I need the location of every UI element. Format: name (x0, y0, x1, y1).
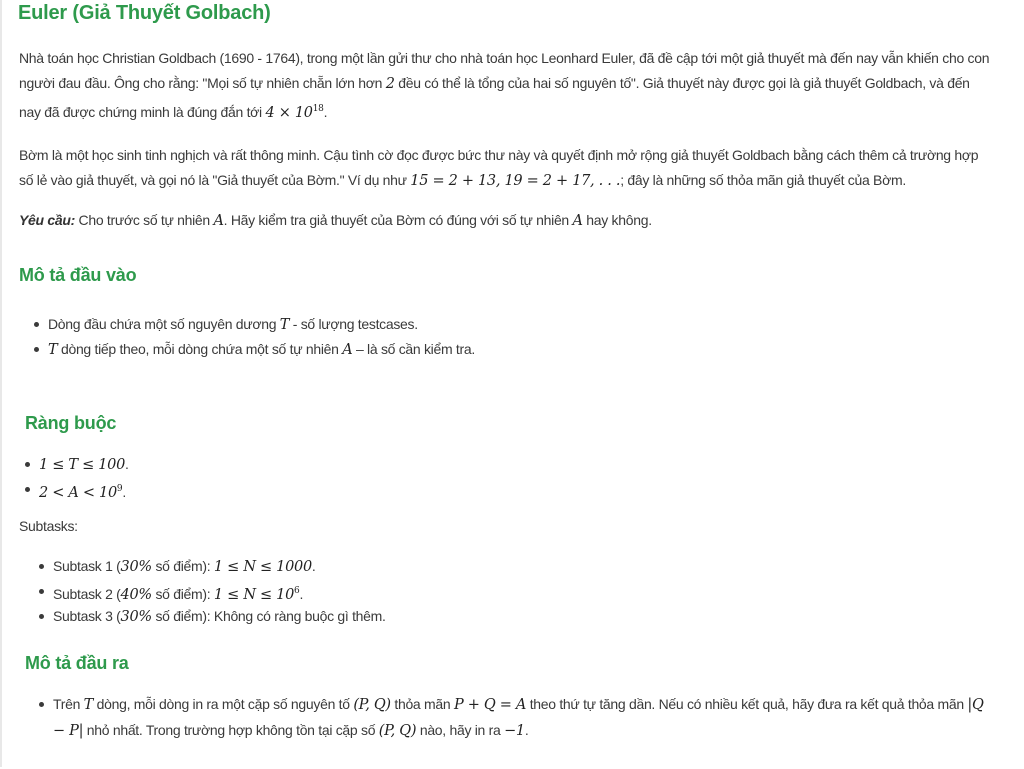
requirement-text-2: . Hãy kiểm tra giả thuyết của Bờm có đúng với số tự nhiên (223, 212, 569, 228)
math-pair: (P, Q) (353, 697, 391, 713)
subtask-text: số điểm): (155, 558, 211, 574)
math-var-t: T (48, 342, 58, 358)
list-item (39, 579, 386, 604)
math-var-a: A (213, 213, 224, 229)
constraint-end: . (125, 456, 129, 472)
output-text-f: nào, hãy in ra (419, 722, 501, 738)
math-var-t: T (83, 697, 94, 713)
output-heading: Mô tả đầu ra (25, 653, 129, 673)
math-subtask-range (214, 587, 300, 603)
input-heading: Mô tả đầu vào (19, 265, 137, 285)
math-bound-base: 4 × 10 (265, 104, 313, 121)
intro-paragraph-goldbach (19, 46, 994, 126)
problem-title: Euler (Giả Thuyết Golbach) (18, 2, 271, 24)
output-text-a: Trên (53, 696, 81, 712)
subtask-end: . (299, 585, 304, 602)
math-percent: 40% (120, 586, 152, 603)
intro-text-1: Nhà toán học Christian Goldbach (1690 - 1764), trong một lần gửi thư cho nhà toán học Leonhard Euler, đã đề cập tới một giả thuyết mà đến nay vẫn khiến cho con người đau đầu. Ông cho rằng: "Mọi số tự nhiên chẵn lớn hơn (19, 50, 990, 91)
requirement-text-3: hay không. (586, 212, 652, 228)
input-list (34, 312, 475, 362)
math-subtask-range-exp: 6 (294, 586, 300, 596)
math-var-a-2: A (572, 213, 583, 229)
math-var-t: T (279, 317, 290, 333)
intro-text-2: đều có thể là tổng của hai số nguyên tố". Giả thuyết này được gọi là giả thuyết Goldbach, và đến nay đã được chứng minh là đúng đắn tới (19, 75, 970, 120)
bom-text-1: Bờm là một học sinh tinh nghịch và rất thông minh. Cậu tình cờ đọc được bức thư này và quyết định mở rộng giả thuyết Goldbach bằng cách thêm cả trường hợp số lẻ vào giả thuyết, và gọi nó là "Giả thuyết của Bờm." Ví dụ như (19, 147, 979, 188)
subtasks-list (39, 554, 386, 629)
output-text-end: . (524, 722, 529, 738)
math-percent: 30% (120, 609, 152, 625)
list-item (39, 692, 994, 744)
input-item-text: Dòng đầu chứa một số nguyên dương (48, 316, 277, 332)
intro-text-end: . (323, 103, 328, 120)
output-text-b: dòng, mỗi dòng in ra một cặp số nguyên tố (96, 696, 350, 712)
input-item-text-post: – là số cần kiểm tra. (355, 341, 475, 357)
subtask-label: Subtask 2 ( (53, 585, 121, 602)
math-bound (265, 105, 323, 121)
output-text-e: nhỏ nhất. Trong trường hợp không tồn tại cặp số (86, 722, 376, 738)
list-item (25, 452, 129, 477)
math-minus-one: −1 (504, 723, 525, 739)
math-subtask-range: 1 ≤ N ≤ 1000 (213, 559, 312, 575)
requirement-label: Yêu cầu: (19, 212, 75, 228)
constraints-list (25, 452, 129, 502)
constraints-heading: Ràng buộc (25, 413, 117, 433)
math-abs-diff: |Q − P| (53, 697, 984, 739)
math-pair-2: (P, Q) (378, 723, 417, 739)
output-text-d: theo thứ tự tăng dần. Nếu có nhiều kết quả, hãy đưa ra kết quả thỏa mãn (529, 696, 964, 712)
subtask-text: số điểm): (155, 585, 211, 602)
input-item-text: dòng tiếp theo, mỗi dòng chứa một số tự nhiên (60, 341, 339, 357)
list-item (34, 312, 475, 337)
constraint-end: . (122, 483, 126, 500)
math-constraint-a-base: 2 < A < 10 (39, 484, 117, 501)
subtasks-label: Subtasks: (19, 518, 78, 534)
list-item (34, 337, 475, 362)
subtask-label: Subtask 1 ( (53, 558, 121, 574)
bom-text-2: ; đây là những số thỏa mãn giả thuyết của Bờm. (620, 172, 906, 188)
math-constraint-a (39, 485, 122, 501)
subtask-text: số điểm): Không có ràng buộc gì thêm. (155, 608, 386, 624)
intro-paragraph-bom (19, 143, 994, 194)
list-item (39, 604, 386, 629)
list-item (39, 554, 386, 579)
math-percent: 30% (120, 559, 152, 575)
output-list (39, 692, 994, 744)
subtask-label: Subtask 3 ( (53, 608, 121, 624)
math-var-a: A (342, 342, 353, 358)
math-subtask-range-base: 1 ≤ N ≤ 10 (213, 586, 295, 603)
math-constraint-a-exp: 9 (116, 484, 123, 494)
math-two: 2 (385, 76, 395, 92)
input-item-text-post: - số lượng testcases. (292, 316, 418, 332)
output-text-c: thỏa mãn (394, 696, 451, 712)
math-examples: 15 = 2 + 13, 19 = 2 + 17, . . . (410, 173, 621, 189)
math-constraint-t: 1 ≤ T ≤ 100 (39, 457, 126, 473)
requirement-text-1: Cho trước số tự nhiên (78, 212, 210, 228)
math-sum: P + Q = A (453, 697, 527, 713)
requirement-paragraph (19, 208, 994, 234)
math-bound-exp: 18 (312, 104, 324, 114)
list-item (25, 477, 129, 502)
subtask-end: . (311, 558, 316, 574)
